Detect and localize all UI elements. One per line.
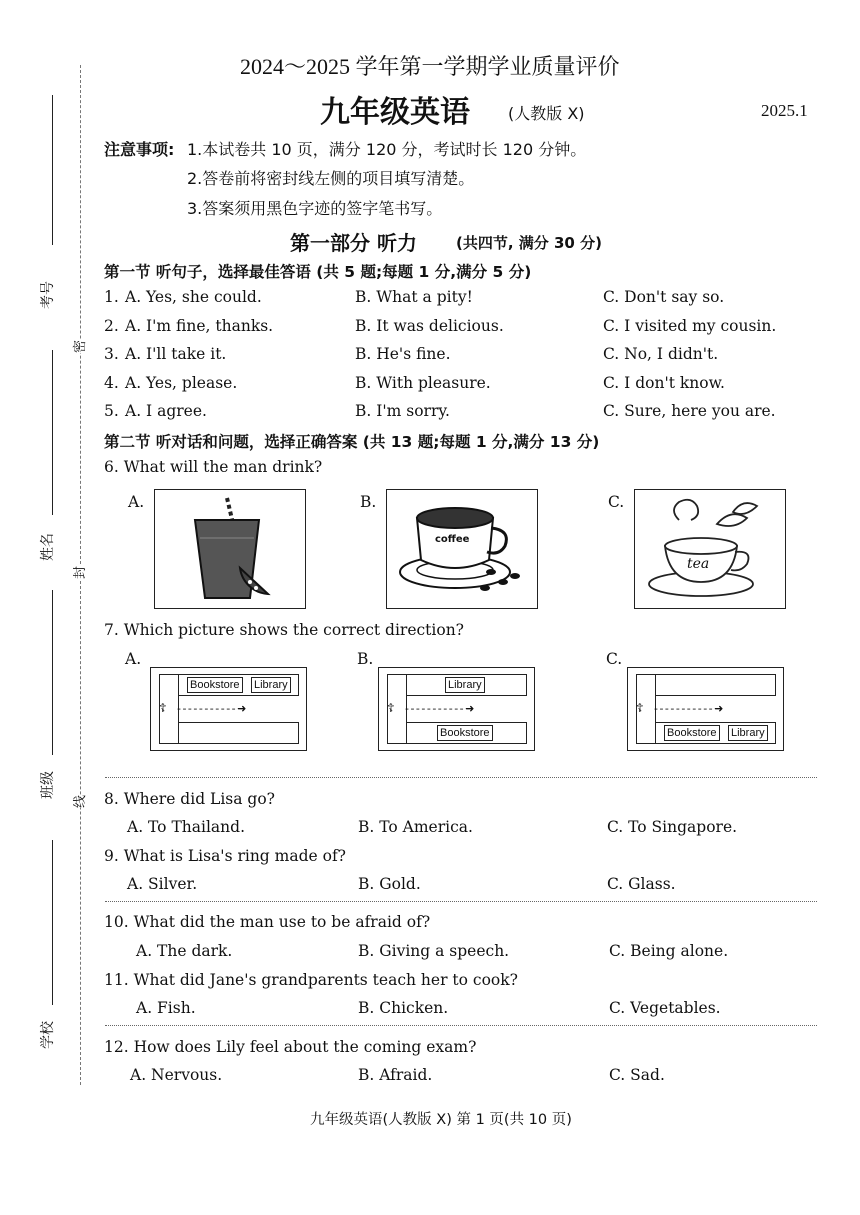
- q11-option-b: B. Chicken.: [358, 999, 449, 1017]
- q7-map-a: [150, 667, 307, 751]
- exam-date: 2025.1: [761, 101, 808, 120]
- q2-option-a: A. I'm fine, thanks.: [125, 317, 274, 335]
- q8-option-c: C. To Singapore.: [607, 818, 738, 836]
- name-line-school: [52, 840, 53, 1005]
- q7-label-a: A.: [125, 650, 142, 668]
- divider: [105, 777, 817, 778]
- tea-cup-icon: [635, 490, 785, 608]
- q4-option-a: A. Yes, please.: [125, 374, 238, 392]
- arrow-icon: - - - - - - - - - - - ➜: [654, 702, 723, 715]
- notice-item-2: 2.答卷前将密封线左侧的项目填写清楚。: [187, 169, 475, 188]
- q7-map-b: [378, 667, 535, 751]
- arrow-icon: - - - - - - - - - - - ➜: [177, 702, 246, 715]
- q7-label-b: B.: [357, 650, 374, 668]
- q3-option-c: C. No, I didn't.: [603, 345, 719, 363]
- edition: (人教版 X): [508, 104, 585, 123]
- q10-option-c: C. Being alone.: [609, 942, 729, 960]
- q5-option-b: B. I'm sorry.: [355, 402, 450, 420]
- page-footer: 九年级英语(人教版 X) 第 1 页(共 10 页): [310, 1112, 572, 1128]
- q3-option-a: A. I'll take it.: [125, 345, 227, 363]
- q3-number: 3.: [104, 345, 119, 363]
- exam-title: 2024～2025 学年第一学期学业质量评价: [240, 54, 620, 79]
- person-icon: ☦: [636, 701, 644, 715]
- q7-label-c: C.: [606, 650, 623, 668]
- q8-option-b: B. To America.: [358, 818, 473, 836]
- q6-picture-coffee: [386, 489, 538, 609]
- q12-option-c: C. Sad.: [609, 1066, 665, 1084]
- library-sign: Library: [445, 677, 485, 693]
- q9-option-c: C. Glass.: [607, 875, 676, 893]
- road-bottom: [159, 722, 299, 744]
- q6-text: 6. What will the man drink?: [104, 458, 323, 476]
- q6-picture-tea: [634, 489, 786, 609]
- library-sign: Library: [728, 725, 768, 741]
- q1-option-c: C. Don't say so.: [603, 288, 725, 306]
- name-line-exam-number: [52, 95, 53, 245]
- q5-number: 5.: [104, 402, 119, 420]
- coffee-cup-label: coffee: [435, 534, 470, 545]
- q11-text: 11. What did Jane's grandparents teach her to cook?: [104, 971, 518, 989]
- q5-option-a: A. I agree.: [125, 402, 207, 420]
- seal-char-xian: 线: [69, 795, 88, 808]
- q9-option-b: B. Gold.: [358, 875, 421, 893]
- q12-option-b: B. Afraid.: [358, 1066, 433, 1084]
- q1-option-b: B. What a pity!: [355, 288, 473, 306]
- q10-option-a: A. The dark.: [136, 942, 233, 960]
- seal-char-feng: 封: [69, 566, 88, 579]
- q12-text: 12. How does Lily feel about the coming exam?: [104, 1038, 477, 1056]
- seal-char-mi: 密: [69, 340, 88, 353]
- q8-text: 8. Where did Lisa go?: [104, 790, 275, 808]
- q10-text: 10. What did the man use to be afraid of?: [104, 913, 431, 931]
- label-name: 姓名: [40, 533, 56, 561]
- section1-title: 第一节 听句子，选择最佳答语 (共 5 题;每题 1 分,满分 5 分): [104, 263, 532, 281]
- person-icon: ☦: [387, 701, 395, 715]
- label-exam-number: 考号: [40, 281, 56, 309]
- q6-picture-juice: [154, 489, 306, 609]
- tea-cup-label: tea: [687, 556, 710, 572]
- q9-text: 9. What is Lisa's ring made of?: [104, 847, 346, 865]
- section2-title: 第二节 听对话和问题，选择正确答案 (共 13 题;每题 1 分,满分 13 分): [104, 433, 600, 451]
- q8-option-a: A. To Thailand.: [127, 818, 245, 836]
- q2-option-b: B. It was delicious.: [355, 317, 504, 335]
- q12-option-a: A. Nervous.: [130, 1066, 223, 1084]
- label-school: 学校: [40, 1021, 56, 1049]
- q4-option-b: B. With pleasure.: [355, 374, 491, 392]
- part1-note: (共四节, 满分 30 分): [456, 234, 602, 252]
- divider: [105, 901, 817, 902]
- person-icon: ☦: [159, 701, 167, 715]
- notice-label: 注意事项:: [104, 140, 175, 159]
- label-class: 班级: [40, 771, 56, 799]
- arrow-icon: - - - - - - - - - - - ➜: [405, 702, 474, 715]
- notice-item-3: 3.答案须用黑色字迹的签字笔书写。: [187, 199, 443, 218]
- q9-option-a: A. Silver.: [127, 875, 198, 893]
- q11-option-a: A. Fish.: [136, 999, 196, 1017]
- notice-item-1: 1.本试卷共 10 页，满分 120 分，考试时长 120 分钟。: [187, 140, 587, 159]
- q7-map-c: [627, 667, 784, 751]
- coffee-cup-icon: [387, 490, 537, 608]
- road-top: [636, 674, 776, 696]
- name-line-name: [52, 350, 53, 515]
- q3-option-b: B. He's fine.: [355, 345, 451, 363]
- q1-option-a: A. Yes, she could.: [125, 288, 262, 306]
- q6-label-b: B.: [360, 493, 377, 511]
- q5-option-c: C. Sure, here you are.: [603, 402, 776, 420]
- q6-label-c: C.: [608, 493, 625, 511]
- q2-option-c: C. I visited my cousin.: [603, 317, 777, 335]
- bookstore-sign: Bookstore: [664, 725, 720, 741]
- q4-option-c: C. I don't know.: [603, 374, 725, 392]
- q7-text: 7. Which picture shows the correct direction?: [104, 621, 464, 639]
- library-sign: Library: [251, 677, 291, 693]
- part1-title: 第一部分 听力: [290, 231, 417, 255]
- q11-option-c: C. Vegetables.: [609, 999, 721, 1017]
- q6-label-a: A.: [128, 493, 145, 511]
- bookstore-sign: Bookstore: [187, 677, 243, 693]
- subject-title: 九年级英语: [320, 95, 470, 130]
- q1-number: 1.: [104, 288, 119, 306]
- bookstore-sign: Bookstore: [437, 725, 493, 741]
- q10-option-b: B. Giving a speech.: [358, 942, 510, 960]
- name-line-class: [52, 590, 53, 755]
- q4-number: 4.: [104, 374, 119, 392]
- juice-icon: [155, 490, 305, 608]
- q2-number: 2.: [104, 317, 119, 335]
- divider: [105, 1025, 817, 1026]
